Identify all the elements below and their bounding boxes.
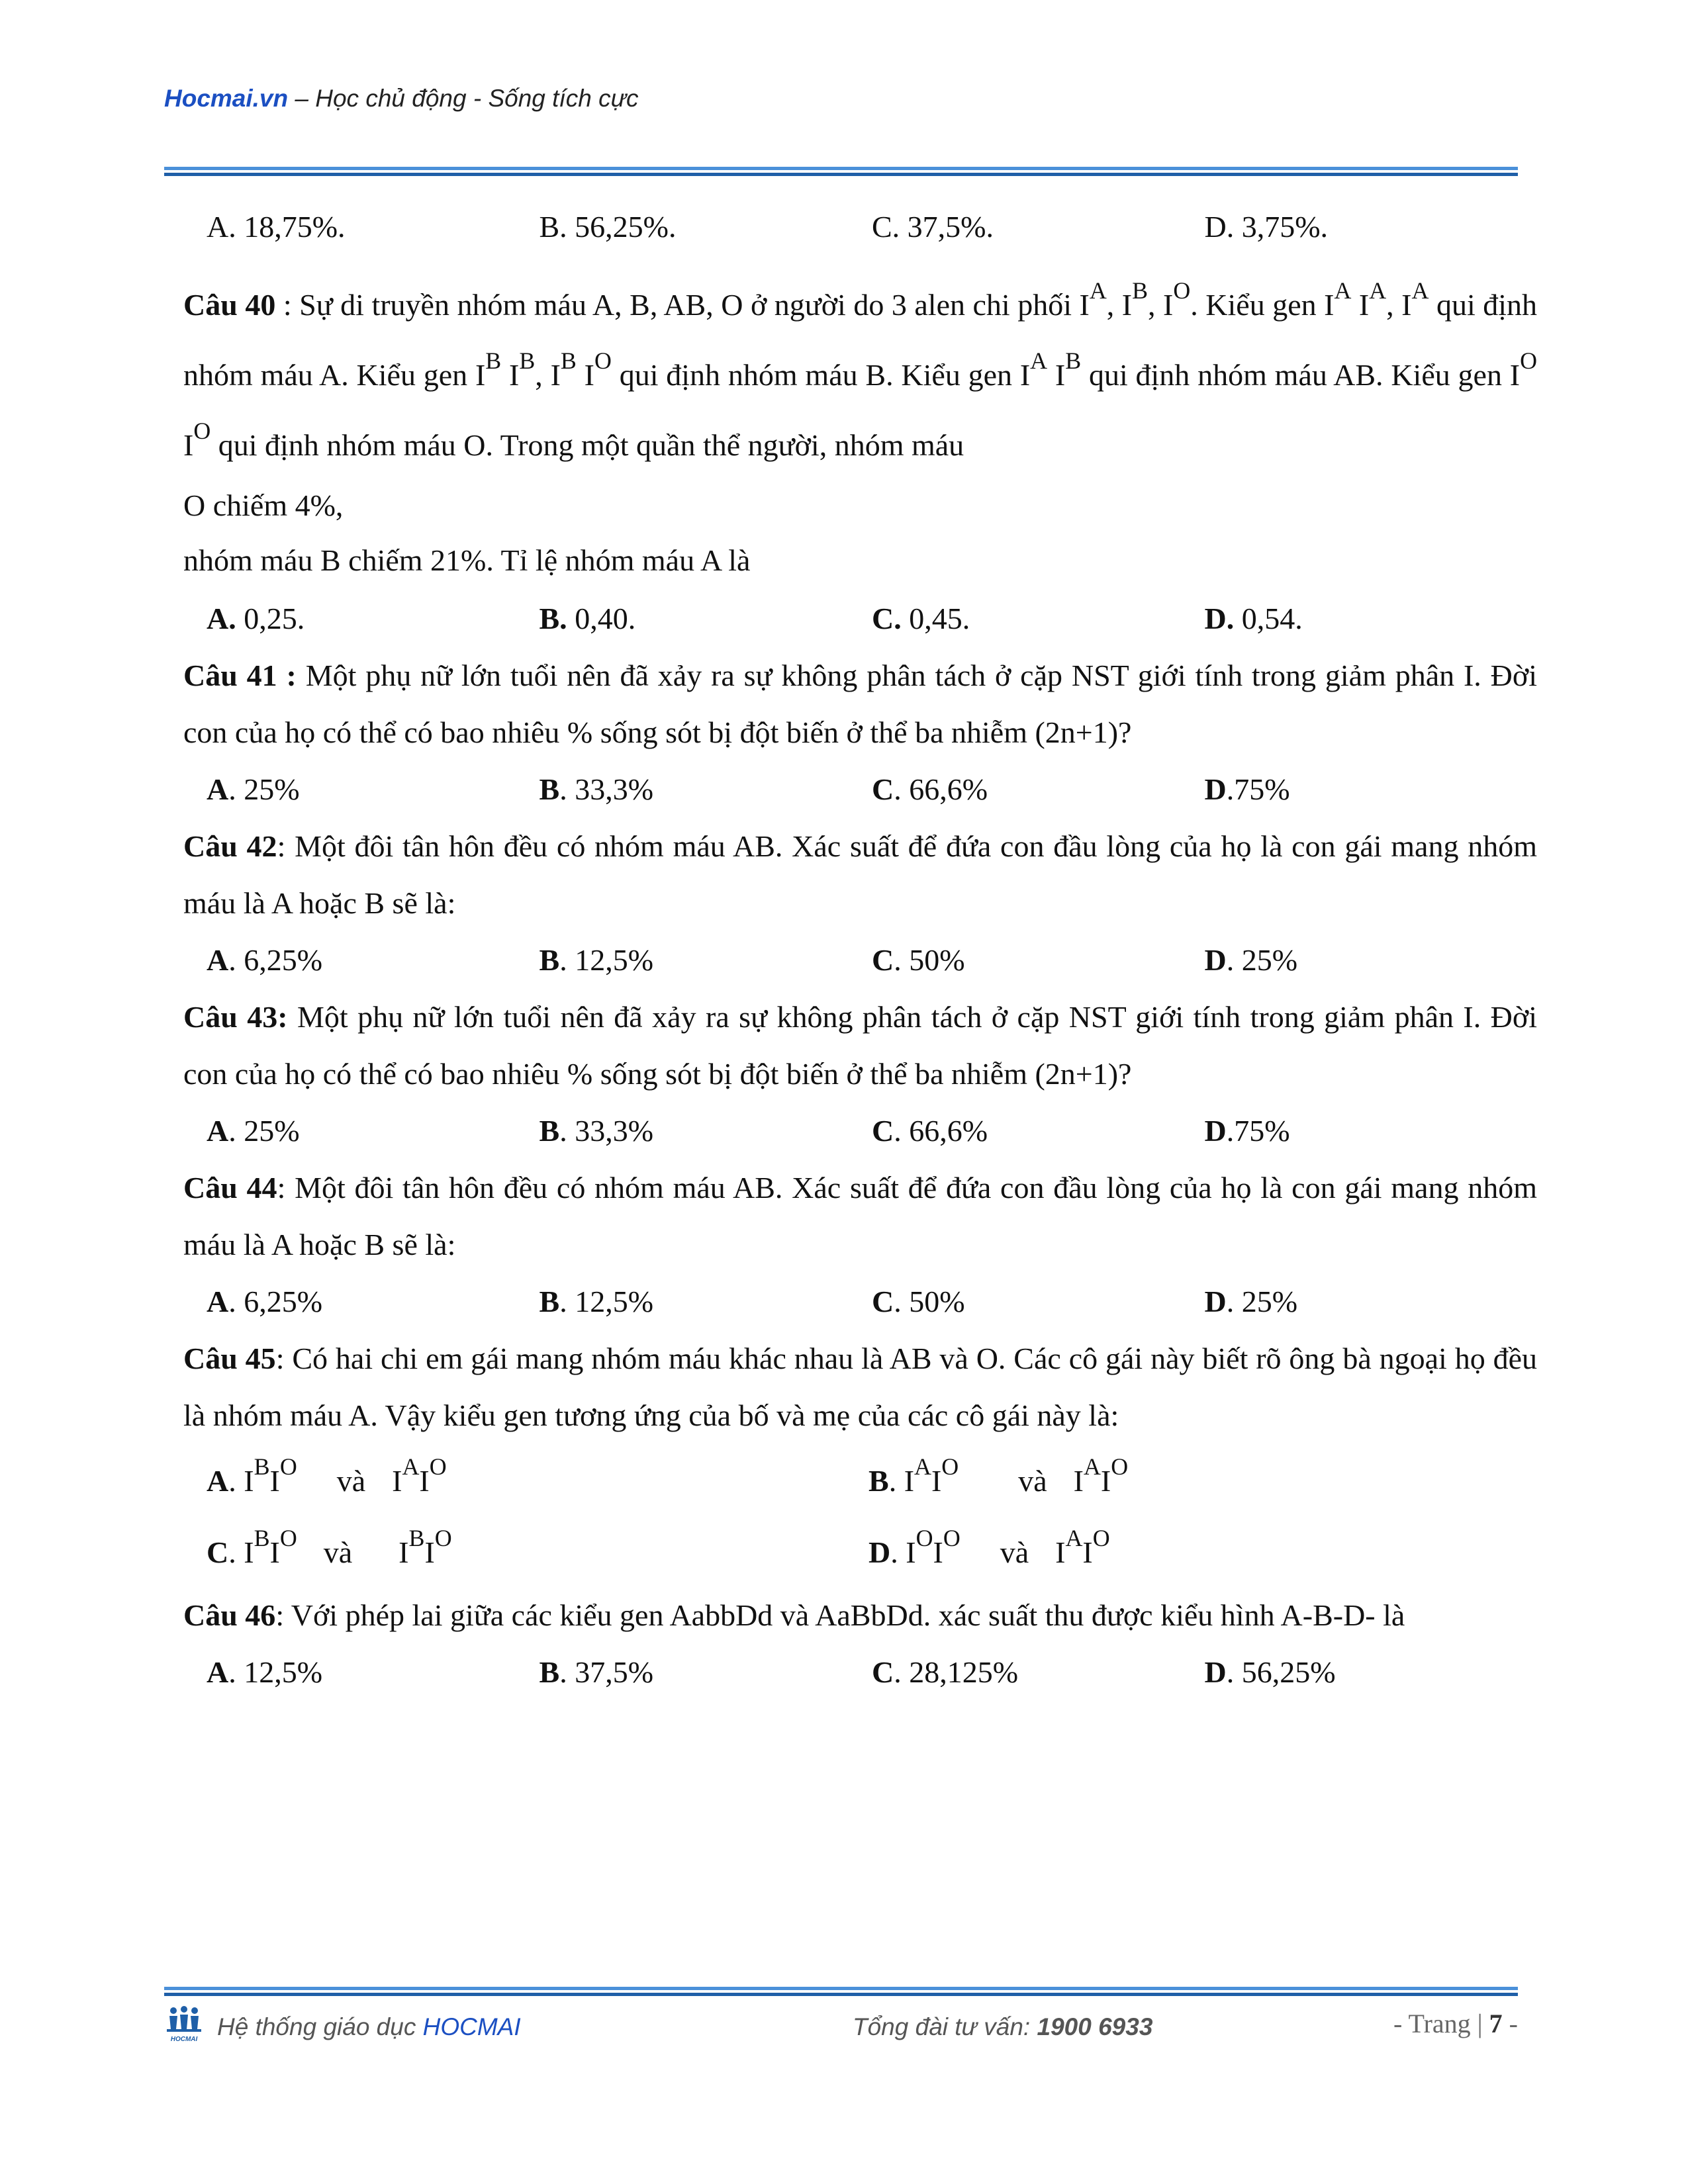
option-text: . 66,6% bbox=[894, 772, 988, 806]
q40-line5: nhóm máu B chiếm 21%. Tỉ lệ nhóm máu A là bbox=[183, 543, 751, 577]
option-text: . 37,5% bbox=[559, 1655, 654, 1689]
q39-option-c: C. 37,5%. bbox=[872, 210, 994, 244]
allele-base: I bbox=[1055, 1535, 1066, 1569]
allele-base: I bbox=[1100, 1464, 1111, 1498]
option-dot: . bbox=[890, 1535, 906, 1569]
option-letter: D bbox=[1204, 1655, 1227, 1689]
conjunction: và bbox=[1000, 1535, 1029, 1569]
option-letter: A bbox=[207, 1464, 229, 1498]
allele-sup: B bbox=[485, 347, 502, 374]
option-letter: A bbox=[207, 1114, 229, 1148]
allele-sup: B bbox=[254, 1524, 270, 1551]
option-text: . 12,5% bbox=[228, 1655, 323, 1689]
q44-options bbox=[207, 1273, 1537, 1330]
allele-base: I bbox=[1082, 1535, 1093, 1569]
hotline-label: Tổng đài tư vấn: bbox=[853, 2013, 1037, 2040]
q46-text: : Với phép lai giữa các kiểu gen AabbDd và AaBbDd. xác suất thu được kiểu hình A-B-D- là bbox=[275, 1598, 1405, 1632]
header-site[interactable]: Hocmai.vn bbox=[164, 85, 289, 112]
q44-label: Câu 44 bbox=[183, 1171, 277, 1205]
option-text: . 25% bbox=[1226, 943, 1298, 977]
q39-option-a: A. 18,75%. bbox=[207, 210, 346, 244]
allele-sup: A bbox=[1334, 277, 1352, 304]
q45-option-a bbox=[207, 1444, 868, 1518]
footer-hotline bbox=[853, 2013, 1152, 2041]
allele-base: I bbox=[392, 1464, 402, 1498]
option-letter: A bbox=[207, 1655, 229, 1689]
q42-text: : Một đôi tân hôn đều có nhóm máu AB. Xác suất để đứa con đầu lòng của họ là con gái mang nhóm máu là A hoặc B sẽ là: bbox=[183, 829, 1537, 920]
allele-base: I bbox=[244, 1535, 254, 1569]
allele-sup: O bbox=[279, 1453, 297, 1480]
q45-options-row1 bbox=[207, 1444, 1537, 1518]
option-letter: B bbox=[539, 943, 560, 977]
conjunction: và bbox=[323, 1535, 353, 1569]
allele-sup: A bbox=[402, 1453, 420, 1480]
q46-stem bbox=[183, 1587, 1537, 1644]
allele-base: I bbox=[904, 1464, 915, 1498]
conjunction: và bbox=[336, 1464, 366, 1498]
option-letter: D bbox=[1204, 772, 1227, 806]
option-text: . 12,5% bbox=[559, 943, 654, 977]
allele-sup: A bbox=[1411, 277, 1429, 304]
logo-text: HOCMAI bbox=[170, 2036, 198, 2043]
q40-text: , I bbox=[1386, 288, 1412, 322]
allele-base: I bbox=[1073, 1464, 1084, 1498]
option-text: .75% bbox=[1226, 772, 1290, 806]
q45-option-d bbox=[868, 1518, 1530, 1587]
page-prefix: - Trang | bbox=[1393, 2009, 1489, 2038]
q40-text: , I bbox=[1148, 288, 1174, 322]
q43-options bbox=[207, 1103, 1537, 1160]
option-text: . 25% bbox=[228, 1114, 300, 1148]
allele-sup: O bbox=[941, 1453, 959, 1480]
option-text: . 25% bbox=[1226, 1285, 1298, 1318]
page-content bbox=[183, 199, 1537, 1701]
option-text: . 28,125% bbox=[894, 1655, 1019, 1689]
q44-text: : Một đôi tân hôn đều có nhóm máu AB. Xác suất để đứa con đầu lòng của họ là con gái mang nhóm máu là A hoặc B sẽ là: bbox=[183, 1171, 1537, 1261]
option-letter: C bbox=[207, 1535, 229, 1569]
option-letter: D bbox=[1204, 1285, 1227, 1318]
q39-option-b: B. 56,25%. bbox=[539, 210, 677, 244]
allele-base: I bbox=[269, 1464, 280, 1498]
hocmai-logo-icon bbox=[164, 2005, 204, 2045]
option-text: 0,25. bbox=[236, 602, 305, 635]
q46-options bbox=[207, 1644, 1537, 1701]
hotline-number[interactable]: 1900 6933 bbox=[1037, 2013, 1153, 2040]
option-text: .75% bbox=[1226, 1114, 1290, 1148]
q40-stem bbox=[183, 270, 1537, 480]
option-text: 0,54. bbox=[1234, 602, 1303, 635]
header-divider bbox=[164, 167, 1518, 176]
option-letter: C bbox=[872, 772, 894, 806]
allele-sup: O bbox=[594, 347, 612, 374]
option-letter: C. bbox=[872, 602, 902, 635]
option-letter: C bbox=[872, 943, 894, 977]
page-number bbox=[1393, 2008, 1518, 2039]
page-number-value: 7 bbox=[1489, 2009, 1503, 2038]
q39-options bbox=[207, 199, 1537, 255]
q40-text: . Kiểu gen I bbox=[1190, 288, 1335, 322]
allele-sup: O bbox=[1111, 1453, 1129, 1480]
allele-sup: O bbox=[434, 1524, 452, 1551]
q44-stem bbox=[183, 1160, 1537, 1273]
q42-stem bbox=[183, 818, 1537, 932]
q41-options bbox=[207, 761, 1537, 818]
q43-label: Câu 43: bbox=[183, 1000, 288, 1034]
q40-text: I bbox=[1358, 288, 1370, 322]
option-text: . 33,3% bbox=[559, 1114, 654, 1148]
option-text: . 50% bbox=[894, 943, 965, 977]
allele-sup: A bbox=[914, 1453, 931, 1480]
option-letter: D bbox=[868, 1535, 891, 1569]
q40-text: I bbox=[183, 428, 194, 462]
option-letter: A. bbox=[207, 602, 236, 635]
option-text: . 33,3% bbox=[559, 772, 654, 806]
allele-sup: B bbox=[560, 347, 577, 374]
allele-base: I bbox=[244, 1464, 254, 1498]
footer-system-prefix: Hệ thống giáo dục bbox=[217, 2013, 423, 2040]
q43-stem bbox=[183, 989, 1537, 1103]
allele-sup: O bbox=[1092, 1524, 1110, 1551]
conjunction: và bbox=[1018, 1464, 1047, 1498]
option-letter: A bbox=[207, 943, 229, 977]
q41-text: Một phụ nữ lớn tuổi nên đã xảy ra sự không phân tách ở cặp NST giới tính trong giảm phân I. Đời con của họ có thể có bao nhiêu % sống sót bị đột biến ở thể ba nhiễm (2n+1)? bbox=[183, 659, 1537, 749]
footer bbox=[164, 2005, 1518, 2045]
q40-label: Câu 40 bbox=[183, 288, 276, 322]
option-letter: C bbox=[872, 1655, 894, 1689]
allele-sup: A bbox=[1030, 347, 1048, 374]
q45-label: Câu 45 bbox=[183, 1342, 276, 1375]
q40-text: I bbox=[1047, 358, 1066, 392]
q42-label: Câu 42 bbox=[183, 829, 277, 863]
option-letter: C bbox=[872, 1114, 894, 1148]
footer-system-brand[interactable]: HOCMAI bbox=[422, 2013, 521, 2040]
allele-sup: O bbox=[193, 417, 211, 444]
allele-base: I bbox=[424, 1535, 435, 1569]
q40-options bbox=[207, 590, 1537, 647]
header-brand bbox=[164, 85, 639, 113]
allele-sup: A bbox=[1083, 1453, 1101, 1480]
footer-system bbox=[217, 2013, 521, 2041]
page-suffix: - bbox=[1502, 2009, 1518, 2038]
allele-sup: O bbox=[1173, 277, 1191, 304]
option-letter: C bbox=[872, 1285, 894, 1318]
allele-base: I bbox=[269, 1535, 280, 1569]
option-dot: . bbox=[888, 1464, 904, 1498]
option-letter: A bbox=[207, 1285, 229, 1318]
q45-option-b bbox=[868, 1444, 1530, 1518]
option-text: . 12,5% bbox=[559, 1285, 654, 1318]
q40-text: qui bbox=[1081, 358, 1128, 392]
q43-text: Một phụ nữ lớn tuổi nên đã xảy ra sự không phân tách ở cặp NST giới tính trong giảm phân I. Đời con của họ có thể có bao nhiêu % sống sót bị đột biến ở thể ba nhiễm (2n+1)? bbox=[183, 1000, 1537, 1091]
q45-option-c bbox=[207, 1518, 868, 1587]
option-dot: . bbox=[228, 1464, 244, 1498]
q40-text: qui định nhóm máu A. Kiểu gen I bbox=[183, 288, 1538, 392]
option-letter: B bbox=[868, 1464, 889, 1498]
header-tagline: – Học chủ động - Sống tích cực bbox=[288, 85, 639, 112]
q42-options bbox=[207, 932, 1537, 989]
option-text: . 56,25% bbox=[1226, 1655, 1336, 1689]
q40-text: , I bbox=[1106, 288, 1133, 322]
option-text: . 66,6% bbox=[894, 1114, 988, 1148]
q41-label: Câu 41 : bbox=[183, 659, 297, 692]
option-text: . 25% bbox=[228, 772, 300, 806]
q40-text: định nhóm máu AB. Kiểu gen I bbox=[1135, 358, 1521, 392]
q45-text: : Có hai chi em gái mang nhóm máu khác nhau là AB và O. Các cô gái này biết rõ ông bà ngoại họ đều là nhóm máu A. Vậy kiểu gen tương ứng của bố và mẹ của các cô gái này là: bbox=[183, 1342, 1537, 1432]
option-text: . 6,25% bbox=[228, 1285, 323, 1318]
q45-options-row2 bbox=[207, 1518, 1537, 1587]
allele-sup: A bbox=[1369, 277, 1387, 304]
q39-option-d: D. 3,75%. bbox=[1204, 210, 1329, 244]
allele-sup: A bbox=[1089, 277, 1107, 304]
q45-stem bbox=[183, 1330, 1537, 1444]
allele-base: I bbox=[933, 1535, 943, 1569]
q40-text: , I bbox=[535, 358, 561, 392]
allele-base: I bbox=[419, 1464, 430, 1498]
allele-sup: O bbox=[1520, 347, 1537, 374]
allele-base: I bbox=[906, 1535, 916, 1569]
allele-sup: B bbox=[1065, 347, 1082, 374]
option-letter: D bbox=[1204, 943, 1227, 977]
allele-sup: O bbox=[279, 1524, 297, 1551]
q40-line4: O chiếm 4%, bbox=[183, 488, 344, 522]
allele-base: I bbox=[931, 1464, 942, 1498]
q40-text: I bbox=[501, 358, 520, 392]
option-letter: B. bbox=[539, 602, 567, 635]
q40-text: : Sự di truyền nhóm máu A, B, AB, O ở người do 3 alen chi phối I bbox=[275, 288, 1090, 322]
option-dot: . bbox=[228, 1535, 244, 1569]
option-letter: B bbox=[539, 1114, 560, 1148]
option-letter: B bbox=[539, 1655, 560, 1689]
allele-sup: A bbox=[1065, 1524, 1083, 1551]
option-letter: B bbox=[539, 1285, 560, 1318]
q40-text: I bbox=[576, 358, 594, 392]
allele-sup: O bbox=[943, 1524, 961, 1551]
option-letter: D. bbox=[1204, 602, 1235, 635]
allele-sup: O bbox=[915, 1524, 933, 1551]
q40-text: qui định nhóm máu O. Trong một quần thể người, nhóm máu bbox=[211, 428, 964, 462]
option-letter: B bbox=[539, 772, 560, 806]
q41-stem bbox=[183, 647, 1537, 761]
allele-base: I bbox=[399, 1535, 409, 1569]
allele-sup: O bbox=[429, 1453, 447, 1480]
allele-sup: B bbox=[408, 1524, 425, 1551]
option-letter: D bbox=[1204, 1114, 1227, 1148]
q46-label: Câu 46 bbox=[183, 1598, 276, 1632]
footer-divider bbox=[164, 1987, 1518, 1996]
q40-text: qui định nhóm máu B. Kiểu gen I bbox=[611, 358, 1031, 392]
option-text: . 50% bbox=[894, 1285, 965, 1318]
option-letter: A bbox=[207, 772, 229, 806]
option-text: 0,40. bbox=[567, 602, 636, 635]
allele-sup: B bbox=[519, 347, 536, 374]
allele-sup: B bbox=[254, 1453, 270, 1480]
option-text: . 6,25% bbox=[228, 943, 323, 977]
allele-sup: B bbox=[1132, 277, 1149, 304]
option-text: 0,45. bbox=[901, 602, 970, 635]
